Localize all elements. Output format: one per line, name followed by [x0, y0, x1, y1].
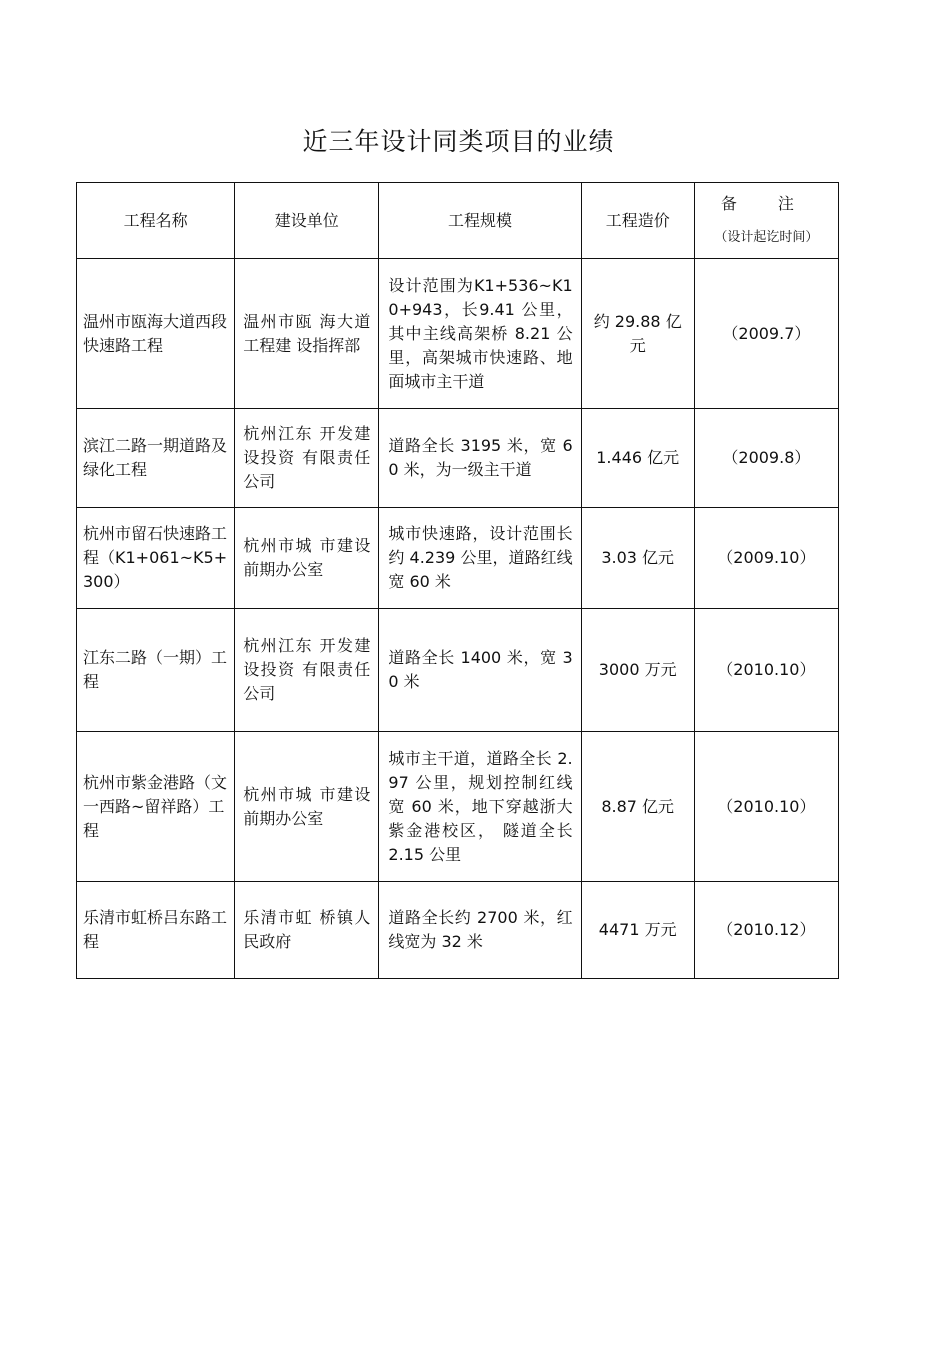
cell-cost: 3.03 亿元	[581, 508, 694, 609]
cell-name: 乐清市虹桥吕东路工程	[77, 882, 235, 979]
cell-unit: 杭州江东 开发建设投资 有限责任公司	[235, 609, 379, 732]
cell-name: 杭州市留石快速路工程（K1+061~K5+300）	[77, 508, 235, 609]
cell-unit: 杭州市城 市建设前期办公室	[235, 508, 379, 609]
cell-note: （2010.10）	[694, 609, 838, 732]
cell-scale: 城市快速路，设计范围长约 4.239 公里，道路红线宽 60 米	[379, 508, 581, 609]
header-scale: 工程规模	[379, 183, 581, 259]
cell-note: （2009.8）	[694, 409, 838, 508]
cell-unit: 杭州市城 市建设前期办公室	[235, 732, 379, 882]
table-row	[77, 259, 839, 409]
header-note	[694, 183, 838, 259]
cell-cost: 4471 万元	[581, 882, 694, 979]
cell-name: 杭州市紫金港路（文一西路~留祥路）工程	[77, 732, 235, 882]
projects-table	[76, 182, 839, 979]
cell-scale: 城市主干道，道路全长 2.97 公里，规划控制红线宽 60 米，地下穿越浙大紫金港校区， 隧道全长 2.15 公里	[379, 732, 581, 882]
cell-unit: 杭州江东 开发建设投资 有限责任公司	[235, 409, 379, 508]
table-header-row	[77, 183, 839, 259]
header-unit: 建设单位	[235, 183, 379, 259]
cell-scale: 道路全长约 2700 米，红线宽为 32 米	[379, 882, 581, 979]
cell-cost: 8.87 亿元	[581, 732, 694, 882]
cell-cost: 1.446 亿元	[581, 409, 694, 508]
cell-name: 滨江二路一期道路及绿化工程	[77, 409, 235, 508]
cell-unit: 温州市瓯 海大道工程建 设指挥部	[235, 259, 379, 409]
cell-name: 江东二路（一期）工程	[77, 609, 235, 732]
header-note-main: 备 注	[720, 193, 812, 213]
cell-scale: 设计范围为K1+536~K10+943，长9.41 公里，其中主线高架桥 8.21 公里，高架城市快速路、地面城市主干道	[379, 259, 581, 409]
cell-note: （2009.7）	[694, 259, 838, 409]
table-row	[77, 882, 839, 979]
cell-note: （2009.10）	[694, 508, 838, 609]
table-row	[77, 609, 839, 732]
table-row	[77, 732, 839, 882]
page-title: 近三年设计同类项目的业绩	[302, 127, 615, 156]
cell-note: （2010.10）	[694, 732, 838, 882]
table-row	[77, 409, 839, 508]
cell-note: （2010.12）	[694, 882, 838, 979]
cell-scale: 道路全长 3195 米，宽 60 米，为一级主干道	[379, 409, 581, 508]
header-name: 工程名称	[77, 183, 235, 259]
cell-name: 温州市瓯海大道西段快速路工程	[77, 259, 235, 409]
header-cost: 工程造价	[581, 183, 694, 259]
cell-scale: 道路全长 1400 米，宽 30 米	[379, 609, 581, 732]
table-row	[77, 508, 839, 609]
header-note-sub: （设计起讫时间）	[714, 229, 819, 245]
cell-cost: 约 29.88 亿元	[581, 259, 694, 409]
cell-cost: 3000 万元	[581, 609, 694, 732]
cell-unit: 乐清市虹 桥镇人民政府	[235, 882, 379, 979]
